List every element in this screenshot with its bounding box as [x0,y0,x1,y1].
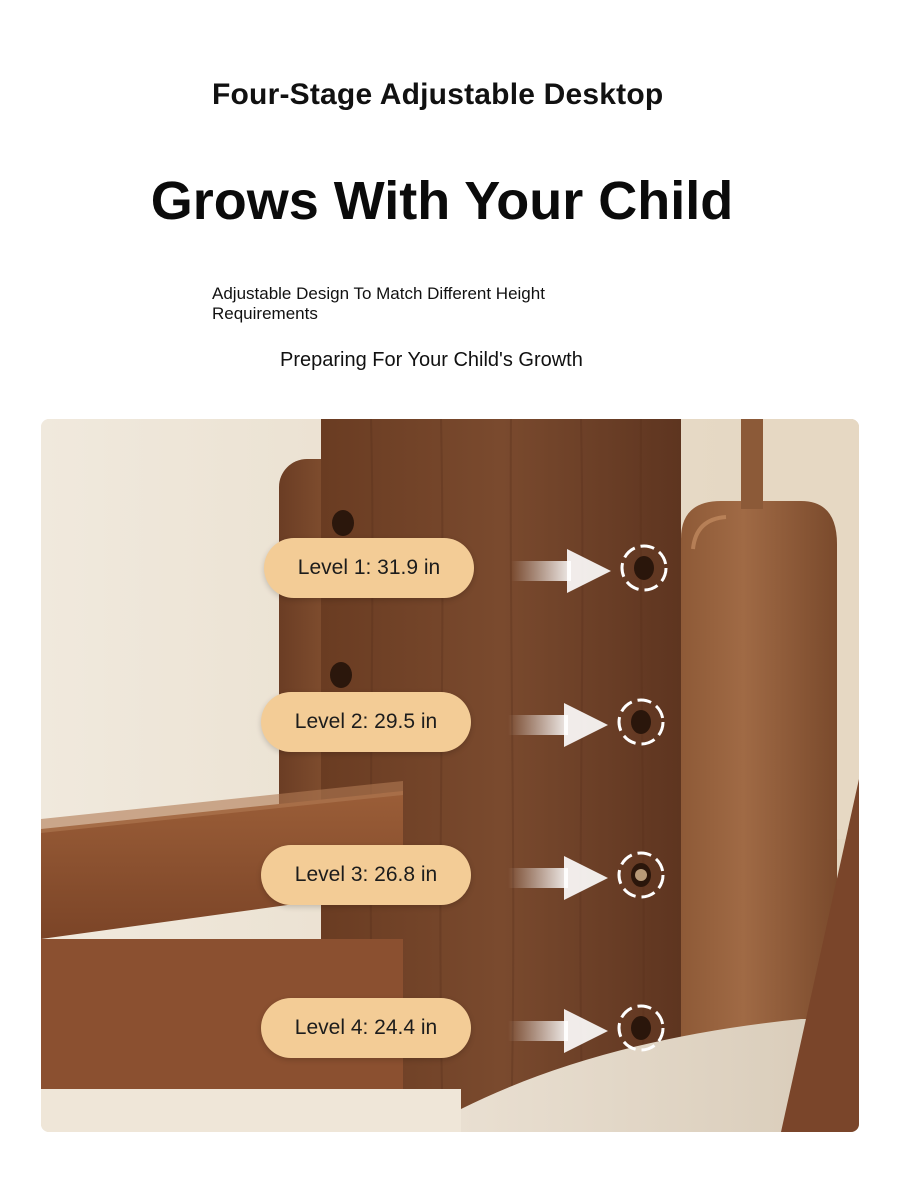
level-3-label: Level 3: 26.8 in [261,845,471,905]
arrow-right-icon [508,856,608,900]
arrow-right-icon [508,703,608,747]
hole-marker-icon [616,697,666,747]
arrow-right-icon [511,549,611,593]
hole-marker-icon [616,1003,666,1053]
subtitle: Four-Stage Adjustable Desktop [212,78,664,111]
arrow-right-icon [508,1009,608,1053]
description: Adjustable Design To Match Different Height Requirements [212,284,545,323]
hole-marker-icon [619,543,669,593]
headline: Grows With Your Child [150,171,734,231]
hole-marker-icon [616,850,666,900]
product-photo [41,419,859,1132]
level-4-label: Level 4: 24.4 in [261,998,471,1058]
level-2-label: Level 2: 29.5 in [261,692,471,752]
level-1-label: Level 1: 31.9 in [264,538,474,598]
tagline: Preparing For Your Child's Growth [280,349,583,371]
